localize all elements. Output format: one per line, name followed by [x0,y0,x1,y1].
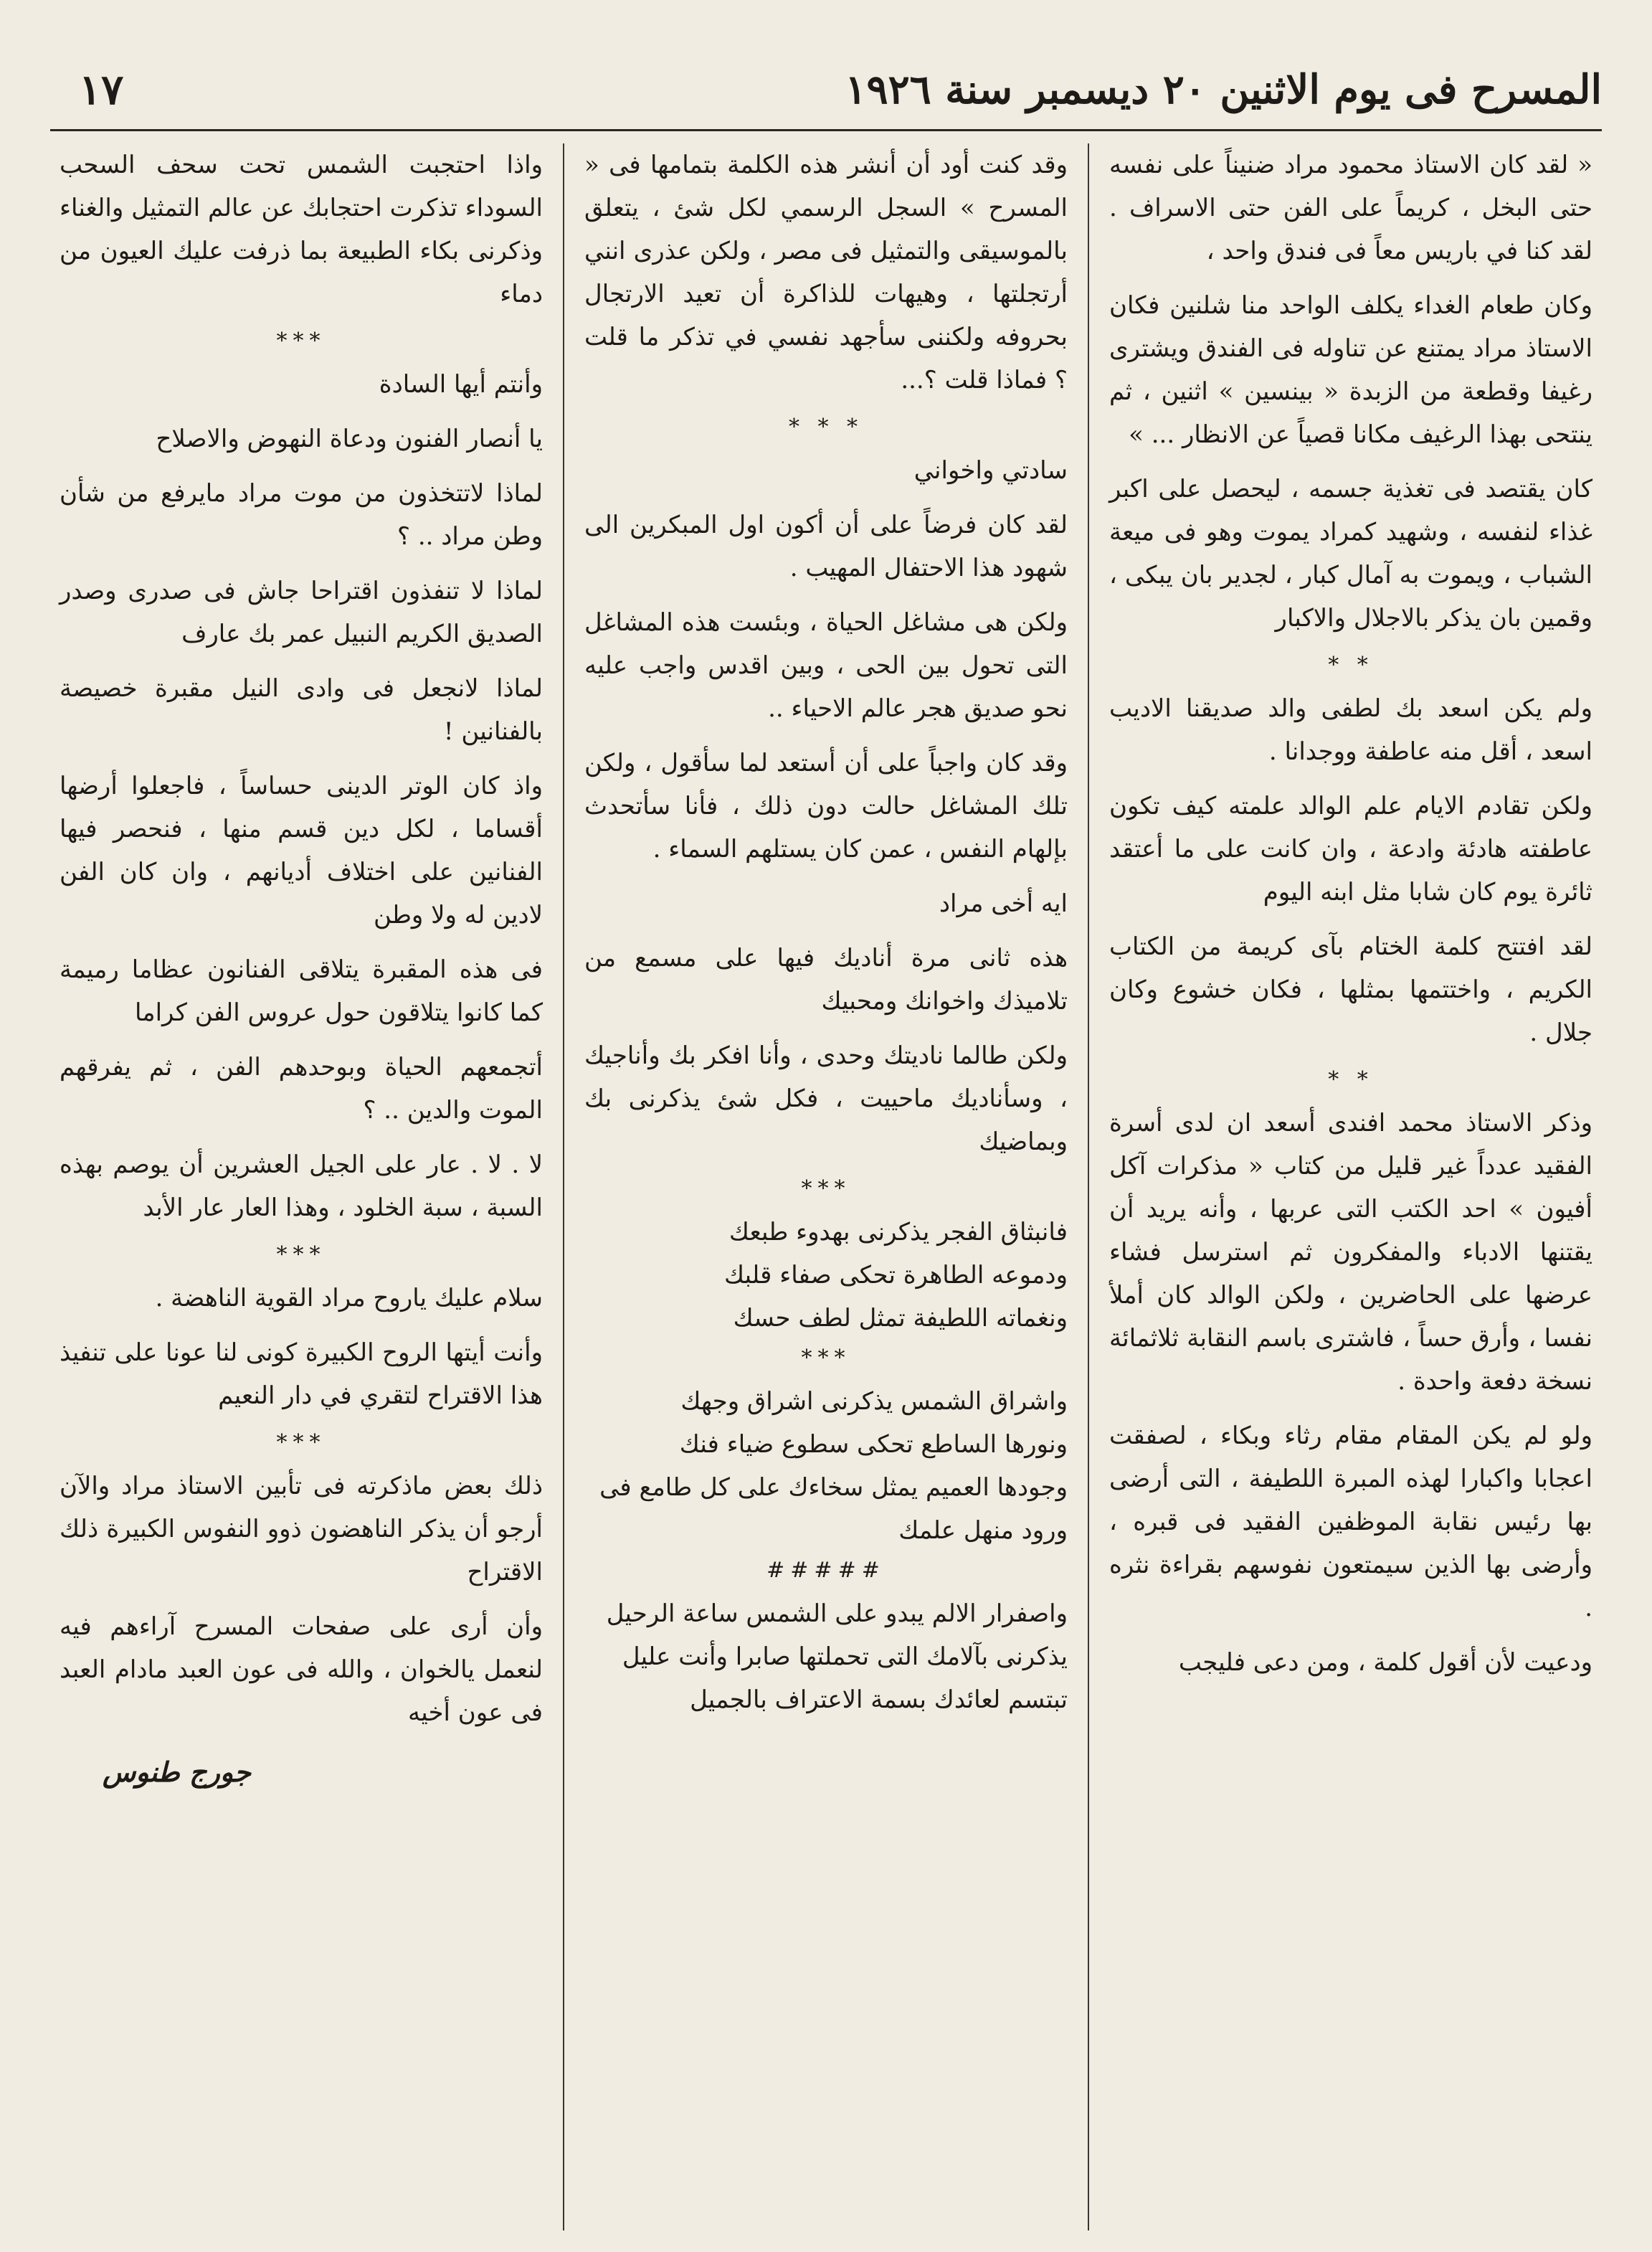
paragraph: واذا احتجبت الشمس تحت سحف السحب السوداء تذكرت احتجابك عن عالم التمثيل والغناء وذكرنى بكاء الطبيعة بما ذرفت عليك العيون من دماء [60,151,543,308]
paragraph: ولم يكن اسعد بك لطفى والد صديقنا الاديب اسعد ، أقل منه عاطفة ووجدانا . [1109,694,1592,766]
paragraph: لماذا لانجعل فى وادى النيل مقبرة خصيصة بالفنانين ! [60,674,543,746]
verse-line: ونورها الساطع تحكى سطوع ضياء فنك [679,1430,1068,1459]
paragraph: ايه أخى مراد [939,889,1068,918]
paragraph: لماذا لاتتخذون من موت مراد مايرفع من شأن وطن مراد .. ؟ [60,479,543,551]
paragraph: ولكن تقادم الايام علم الوالد علمته كيف تكون عاطفته هادئة وادعة ، وان كانت على ما أعتقد ثائرة يوم كان شابا مثل ابنه اليوم [1109,792,1592,907]
author-signature: جورج طنوس [103,1756,251,1788]
column-right [1089,143,1613,2230]
paragraph: وقد كان واجباً على أن أستعد لما سأقول ، ولكن تلك المشاغل حالت دون ذلك ، فأنا سأتحدث بإلهام النفس ، عمن كان يستلهم السماء . [584,749,1068,864]
paragraph: ودعيت لأن أقول كلمة ، ومن دعى فليجب [1178,1648,1592,1677]
paragraph: واذ كان الوتر الدينى حساساً ، فاجعلوا أرضها أقساما ، لكل دين قسم منها ، فنحصر فيها الفنانين على اختلاف أديانهم ، وان كان الفن لادين له ولا وطن [60,772,543,929]
paragraph: وذكر الاستاذ محمد افندى أسعد ان لدى أسرة الفقيد عدداً غير قليل من كتاب « مذكرات آكل أفيون » احد الكتب التى عربها ، وأنه يريد أن يقتنها الادباء والمفكرون ثم استرسل فشاء عرضها على الحاضرين ، ولكن الوالد كان أملأ نفسا ، وأرق حساً ، فاشترى باسم النقابة ثلاثمائة نسخة دفعة واحدة . [1109,1109,1592,1396]
paragraph: « لقد كان الاستاذ محمود مراد ضنيناً على نفسه حتى البخل ، كريماً على الفن حتى الاسراف . لقد كنا في باريس معاً فى فندق واحد ، [1109,151,1592,265]
paragraph: سلام عليك ياروح مراد القوية الناهضة . [155,1284,543,1312]
separator: *** [801,1345,851,1371]
page-number: ١٧ [79,65,124,114]
separator: * * [1328,653,1374,678]
paragraph: ذلك بعض ماذكرته فى تأبين الاستاذ مراد والآن أرجو أن يذكر الناهضون ذوو النفوس الكبيرة ذلك الاقتراح [60,1472,543,1586]
verse-line: ونغماته اللطيفة تمثل لطف حسك [733,1304,1068,1333]
article-columns [39,143,1613,2230]
column-middle [564,143,1089,2230]
separator: * * * [788,415,864,440]
separator: ##### [766,1558,886,1583]
page-header [50,50,1602,131]
paragraph: وأن أرى على صفحات المسرح آراءهم فيه لنعمل يالخوان ، والله فى عون العبد مادام العبد فى عون أخيه [60,1612,543,1727]
column-left [39,143,564,2230]
paragraph: وأنتم أيها السادة [379,370,543,399]
paragraph: فى هذه المقبرة يتلاقى الفنانون عظاما رميمة كما كانوا يتلاقون حول عروس الفن كراما [60,955,543,1027]
paragraph: أتجمعهم الحياة وبوحدهم الفن ، ثم يفرقهم الموت والدين .. ؟ [60,1053,543,1125]
paragraph: ولكن هى مشاغل الحياة ، وبئست هذه المشاغل التى تحول بين الحى ، وبين اقدس واجب عليه نحو صديق هجر عالم الاحياء .. [584,608,1068,723]
paragraph: لقد افتتح كلمة الختام بآى كريمة من الكتاب الكريم ، واختتمها بمثلها ، فكان خشوع وكان جلال . [1109,932,1592,1047]
verse-line: واشراق الشمس يذكرنى اشراق وجهك [680,1387,1068,1416]
verse-line: وجودها العميم يمثل سخاءك على كل طامع فى ورود منهل علمك [599,1473,1068,1545]
verse-line: ودموعه الطاهرة تحكى صفاء قلبك [723,1261,1068,1290]
paragraph: ولكن طالما ناديتك وحدى ، وأنا افكر بك وأناجيك ، وسأناديك ماحييت ، فكل شئ يذكرنى بك وبماضيك [584,1041,1068,1156]
paragraph: وكان طعام الغداء يكلف الواحد منا شلنين فكان الاستاذ مراد يمتنع عن تناوله فى الفندق ويشترى رغيفا وقطعة من الزبدة « بينسين » اثنين ، ثم ينتحى بهذا الرغيف مكانا قصياً عن الانظار ... » [1109,291,1592,449]
paragraph: ولو لم يكن المقام مقام رثاء وبكاء ، لصفقت اعجابا واكبارا لهذه المبرة اللطيفة ، التى أرضى بها رئيس نقابة الموظفين الفقيد فى قبره ، وأرضى بها الذين سيمتعون نفوسهم بقراءة نثره . [1109,1421,1592,1622]
paragraph: وقد كنت أود أن أنشر هذه الكلمة بتمامها فى « المسرح » السجل الرسمي لكل شئ ، يتعلق بالموسيقى والتمثيل فى مصر ، ولكن عذرى انني أرتجلتها ، وهيهات للذاكرة أن تعيد الارتجال بحروفه ولكننى سأجهد نفسي في تذكر ما قلت ؟ فماذا قلت ؟... [584,151,1068,394]
separator: * * [1328,1067,1374,1092]
paragraph: وأنت أيتها الروح الكبيرة كونى لنا عونا على تنفيذ هذا الاقتراح لتقري في دار النعيم [60,1338,543,1410]
paragraph: لا . لا . عار على الجيل العشرين أن يوصم بهذه السبة ، سبة الخلود ، وهذا العار عار الأبد [60,1150,543,1222]
paragraph: يا أنصار الفنون ودعاة النهوض والاصلاح [156,425,543,453]
verse-line: واصفرار الالم يبدو على الشمس ساعة الرحيل يذكرنى بآلامك التى تحملتها صابرا وأنت عليل تبتسم لعائدك بسمة الاعتراف بالجميل [606,1599,1068,1714]
header-title: المسرح فى يوم الاثنين ٢٠ ديسمبر سنة ١٩٢٦ [845,66,1602,113]
separator: *** [276,1430,326,1455]
separator: *** [801,1176,851,1201]
paragraph: لماذا لا تنفذون اقتراحا جاش فى صدرى وصدر الصديق الكريم النبيل عمر بك عارف [60,577,543,648]
paragraph: سادتي واخواني [913,456,1068,485]
separator: *** [276,1242,326,1267]
paragraph: هذه ثانى مرة أناديك فيها على مسمع من تلاميذك واخوانك ومحبيك [584,944,1068,1016]
verse-line: فانبثاق الفجر يذكرنى بهدوء طبعك [728,1218,1068,1246]
separator: *** [276,328,326,354]
paragraph: كان يقتصد فى تغذية جسمه ، ليحصل على اكبر غذاء لنفسه ، وشهيد كمراد يموت وهو فى ميعة الشباب ، ويموت به آمال كبار ، لجدير بان يبكى ، وقمين بان يذكر بالاجلال والاكبار [1109,475,1592,633]
paragraph: لقد كان فرضاً على أن أكون اول المبكرين الى شهود هذا الاحتفال المهيب . [584,511,1068,582]
